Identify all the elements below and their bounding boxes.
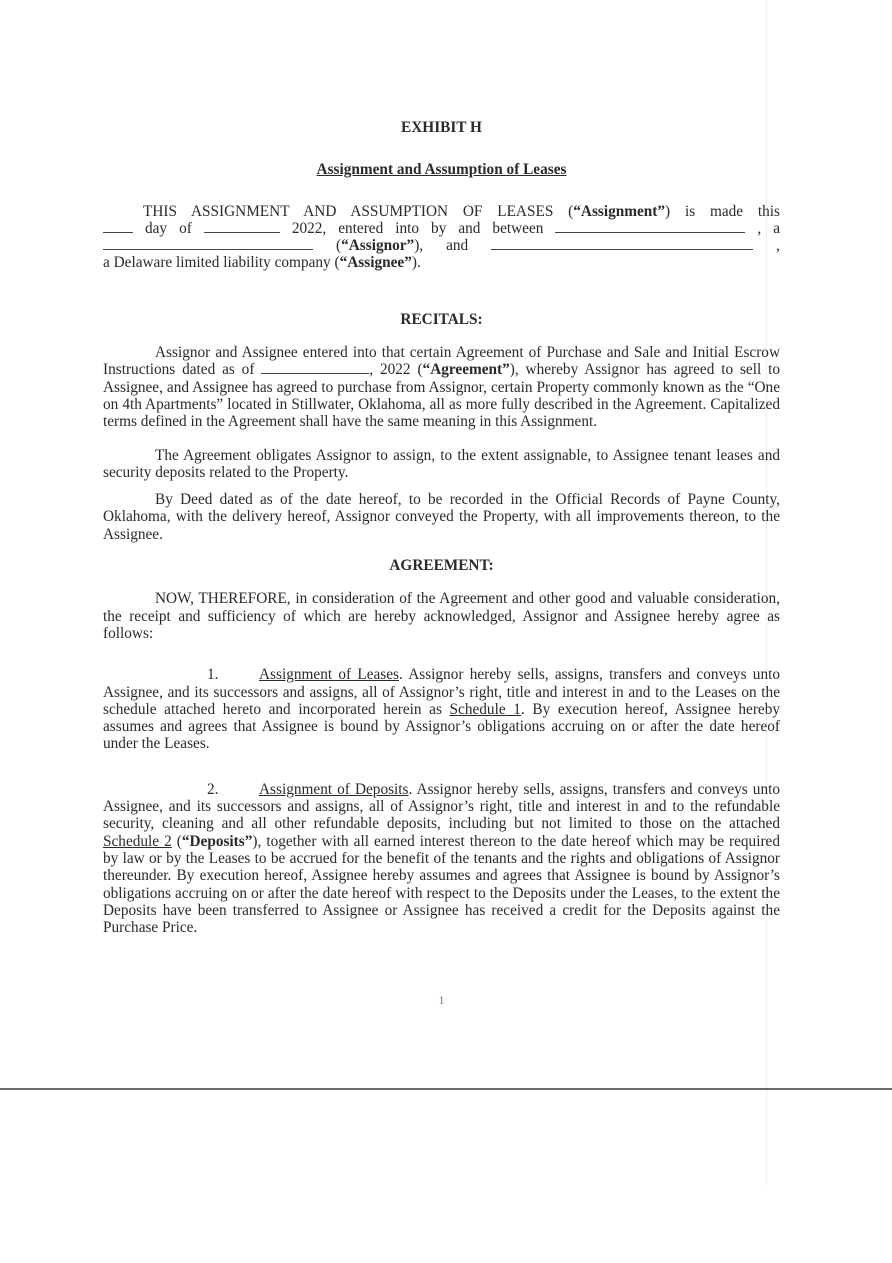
recital-paragraph xyxy=(103,447,780,482)
scan-edge-line xyxy=(0,1088,892,1090)
blank-fill-line xyxy=(555,220,745,233)
intro-line xyxy=(103,237,780,254)
blank-fill-line xyxy=(491,237,753,250)
text-run: a Delaware limited liability company ( xyxy=(103,254,340,272)
defined-term: “Assignee” xyxy=(339,254,412,272)
text-run: , xyxy=(753,237,781,255)
text-run: THIS ASSIGNMENT AND ASSUMPTION OF LEASES ( xyxy=(143,202,574,220)
agreement-heading: AGREEMENT: xyxy=(389,557,494,575)
subtitle-text: Assignment and Assumption of Leases xyxy=(316,161,567,179)
blank-fill-line xyxy=(204,220,280,233)
section-number: 1. xyxy=(207,666,219,684)
text-run: By Deed dated as of the date hereof, to be recorded in the Official Records of Payne County, Oklahoma, with the delivery hereof, Assignor conveyed the Property, with all improvements thereon, to the Assignee. xyxy=(103,491,780,543)
text-run: Assignor and Assignee entered into that certain Agreement of Purchase and Sale and Initial Escrow Instructions dated as of xyxy=(103,344,780,379)
text-run: ), and xyxy=(414,237,492,255)
intro-line xyxy=(103,254,780,271)
text-run: ( xyxy=(313,237,342,255)
blank-fill-line xyxy=(103,220,133,233)
text-run: ), together with all earned interest thereon to the date hereof which may be required by law or by the Leases to be accrued for the benefit of the tenants and the rights and obligations of Assignor thereunder. By execution hereof, Assignee hereby assumes and agrees that Assignee is bound by Assignor’s obligations accruing on or after the date hereof with respect to the Deposits under the Leases, to the extent the Deposits have been transferred to Assignee or Assignee has received a credit for the Deposits against the Purchase Price. xyxy=(103,832,780,937)
text-run: , 2022 ( xyxy=(369,361,423,379)
page-number: 1 xyxy=(438,993,445,1008)
section-2-paragraph xyxy=(103,781,780,937)
text-run: . By execution hereof, Assignee hereby assumes and agrees that Assignee is bound by Assignor’s obligations accruing on or after the date hereof under the Leases. xyxy=(103,700,781,753)
defined-term: “Assignment” xyxy=(573,202,666,220)
text-run: ( xyxy=(171,832,182,850)
intro-line xyxy=(103,203,780,220)
underlined-term: Assignment of Leases xyxy=(259,666,399,684)
blank-fill-line xyxy=(103,237,313,250)
defined-term: “Assignor” xyxy=(341,237,415,255)
document-subtitle xyxy=(103,161,780,178)
text-run: NOW, THEREFORE, in consideration of the Agreement and other good and valuable consideration, the receipt and sufficiency of which are hereby acknowledged, Assignor and Assignee hereby agree as follows: xyxy=(103,590,780,642)
exhibit-title: EXHIBIT H xyxy=(401,119,482,136)
agreement-intro-paragraph xyxy=(103,590,780,642)
text-run: , a xyxy=(745,219,780,237)
intro-paragraph xyxy=(103,203,780,272)
underlined-term: Assignment of Deposits xyxy=(259,780,409,798)
text-run: ). xyxy=(411,254,421,272)
recital-paragraph xyxy=(103,344,780,430)
text-run: . Assignor hereby sells, assigns, transfers and conveys unto Assignee, and its successors and assigns, all of Assignor’s right, title and interest in and to the Leases on the schedule attached hereto and incorporated herein as xyxy=(103,666,780,718)
underlined-term: Schedule 2 xyxy=(103,832,172,850)
section-1-paragraph xyxy=(103,666,780,752)
section-number: 2. xyxy=(207,780,219,798)
defined-term: “Agreement” xyxy=(422,361,510,379)
text-run: 2022, entered into by and between xyxy=(279,219,556,237)
underlined-term: Schedule 1 xyxy=(449,700,521,718)
text-run: ), whereby Assignor has agreed to sell to Assignee, and Assignee has agreed to purchase from Assignor, certain Property commonly known as the “One on 4th Apartments” located in Stillwater, Oklahoma, all as more fully described in the Agreement. Capitalized terms defined in the Agreement shall have the same meaning in this Assignment. xyxy=(103,361,780,431)
text-run: day of xyxy=(133,219,204,237)
intro-line xyxy=(103,220,780,237)
text-run: ) is made this xyxy=(665,202,780,220)
recital-paragraph xyxy=(103,491,780,543)
defined-term: “Deposits” xyxy=(181,832,253,850)
blank-fill-line xyxy=(261,361,369,374)
text-run: . Assignor hereby sells, assigns, transfers and conveys unto Assignee, and its successors and assigns, all of Assignor’s right, title and interest in and to the refundable security, cleaning and all other refundable deposits, including but not limited to those on the attached xyxy=(103,780,780,833)
text-run: The Agreement obligates Assignor to assign, to the extent assignable, to Assignee tenant leases and security deposits related to the Property. xyxy=(103,446,780,481)
recitals-heading: RECITALS: xyxy=(400,310,483,328)
